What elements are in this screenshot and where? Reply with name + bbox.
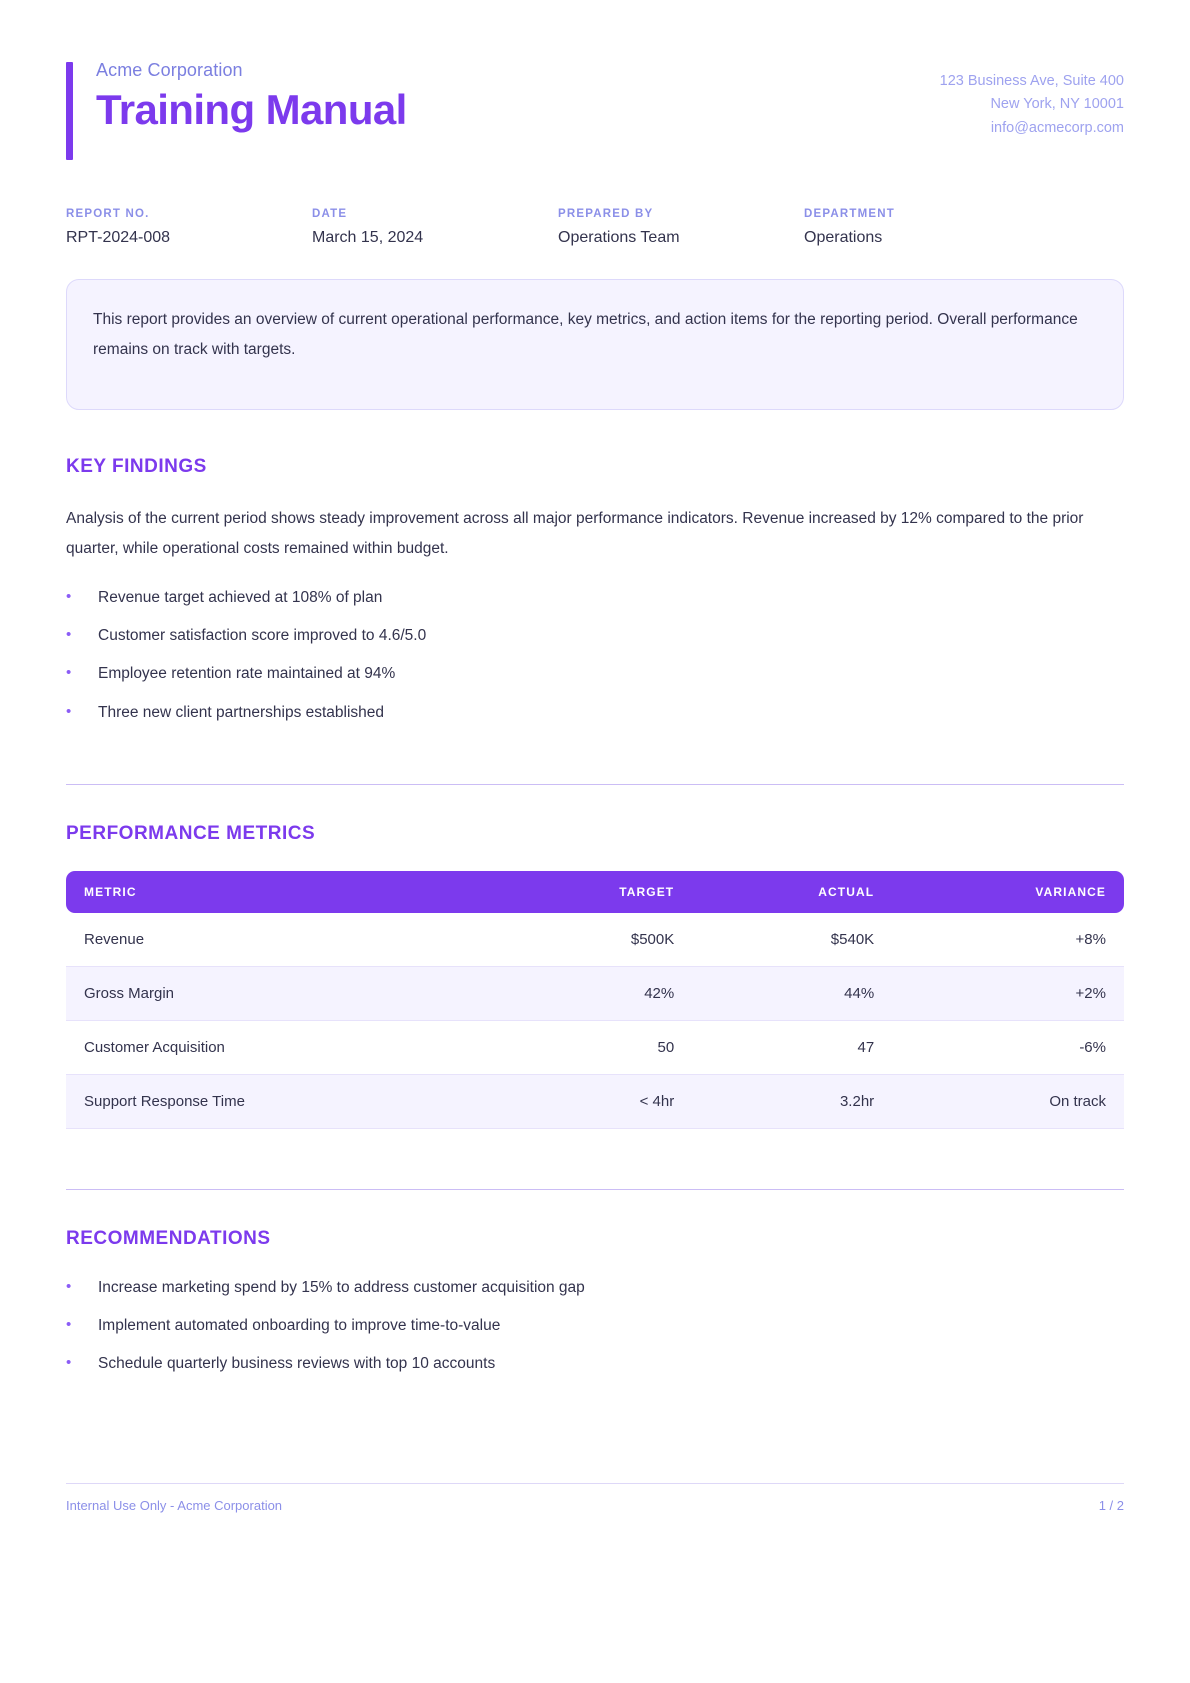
bullet-icon: •: [66, 587, 72, 605]
table-header-row: [66, 871, 1124, 913]
company-name: Acme Corporation: [96, 60, 243, 80]
meta-label: DATE: [312, 208, 348, 221]
meta-value: March 15, 2024: [312, 229, 424, 247]
meta-report-no: [66, 208, 312, 247]
bullet-icon: •: [66, 664, 72, 682]
meta-label: REPORT NO.: [66, 208, 150, 221]
performance-metrics-table: [66, 871, 1124, 1129]
brand-block: [66, 60, 407, 132]
column-header-actual: ACTUAL: [692, 871, 892, 913]
meta-date: [312, 208, 558, 247]
recommendations-list: [66, 1276, 1124, 1376]
bullet-icon: •: [66, 702, 72, 720]
company-address: [940, 60, 1124, 140]
section-title: RECOMMENDATIONS: [66, 1227, 271, 1249]
cell-actual: 3.2hr: [692, 1075, 892, 1129]
bullet-icon: •: [66, 1316, 72, 1334]
list-item-label: Revenue target achieved at 108% of plan: [98, 588, 383, 606]
cell-target: $500K: [494, 913, 692, 967]
page-title: Training Manual: [96, 86, 407, 133]
document-meta-row: [66, 208, 1124, 247]
page-number: 1 / 2: [1098, 1498, 1124, 1513]
address-line-2: New York, NY 10001: [990, 96, 1124, 113]
cell-variance: +2%: [892, 967, 1124, 1021]
document-header: [66, 56, 1124, 140]
cell-target: 50: [494, 1021, 692, 1075]
list-item: [66, 701, 1124, 724]
list-item-label: Increase marketing spend by 15% to address customer acquisition gap: [98, 1278, 585, 1296]
list-item-label: Schedule quarterly business reviews with top 10 accounts: [98, 1355, 496, 1373]
table-head: [66, 871, 1124, 913]
key-findings-list: [66, 586, 1124, 724]
executive-summary-text: This report provides an overview of current operational performance, key metrics, and action items for the reporting period. Overall performance remains on track with targets.: [93, 311, 1078, 359]
list-item: [66, 1314, 1124, 1337]
table-body: [66, 913, 1124, 1129]
executive-summary-box: [66, 279, 1124, 410]
key-findings-body: Analysis of the current period shows steady improvement across all major performance indicators. Revenue increased by 12% compared to the prior quarter, while operational costs remained within budget.: [66, 510, 1084, 558]
cell-actual: 47: [692, 1021, 892, 1075]
meta-prepared-by: [558, 208, 804, 247]
cell-target: < 4hr: [494, 1075, 692, 1129]
cell-variance: On track: [892, 1075, 1124, 1129]
section-performance-metrics: [66, 784, 1124, 1129]
cell-actual: 44%: [692, 967, 892, 1021]
column-header-target: TARGET: [494, 871, 692, 913]
list-item: [66, 1352, 1124, 1375]
address-line-1: 123 Business Ave, Suite 400: [939, 73, 1124, 89]
cell-metric: Customer Acquisition: [66, 1021, 494, 1075]
bullet-icon: •: [66, 1277, 72, 1295]
contact-email: info@acmecorp.com: [990, 119, 1124, 136]
cell-metric: Gross Margin: [66, 967, 494, 1021]
meta-label: PREPARED BY: [558, 208, 654, 221]
bullet-icon: •: [66, 626, 72, 644]
cell-variance: -6%: [892, 1021, 1124, 1075]
meta-department: [804, 208, 1050, 247]
list-item: [66, 586, 1124, 609]
section-key-findings: [66, 456, 1124, 724]
meta-label: DEPARTMENT: [804, 208, 896, 221]
cell-variance: +8%: [892, 913, 1124, 967]
column-header-variance: VARIANCE: [892, 871, 1124, 913]
list-item-label: Customer satisfaction score improved to 4.6/5.0: [98, 627, 427, 645]
column-header-metric: METRIC: [66, 871, 494, 913]
list-item-label: Implement automated onboarding to improve time-to-value: [98, 1317, 501, 1335]
table-row: [66, 1021, 1124, 1075]
meta-value: RPT-2024-008: [66, 229, 171, 247]
section-recommendations: [66, 1189, 1124, 1376]
document-footer: [66, 1483, 1124, 1513]
cell-actual: $540K: [692, 913, 892, 967]
table-row: [66, 1075, 1124, 1129]
list-item: [66, 1276, 1124, 1299]
list-item-label: Employee retention rate maintained at 94%: [98, 665, 396, 683]
accent-bar-icon: [66, 62, 73, 160]
cell-metric: Support Response Time: [66, 1075, 494, 1129]
section-title: PERFORMANCE METRICS: [66, 822, 316, 844]
cell-target: 42%: [494, 967, 692, 1021]
footer-left-text: Internal Use Only - Acme Corporation: [66, 1498, 283, 1513]
table-row: [66, 913, 1124, 967]
table-row: [66, 967, 1124, 1021]
section-title: KEY FINDINGS: [66, 456, 207, 478]
meta-value: Operations: [804, 229, 883, 247]
bullet-icon: •: [66, 1354, 72, 1372]
meta-value: Operations Team: [558, 229, 680, 247]
list-item: [66, 662, 1124, 685]
list-item-label: Three new client partnerships established: [98, 703, 385, 721]
list-item: [66, 624, 1124, 647]
cell-metric: Revenue: [66, 913, 494, 967]
